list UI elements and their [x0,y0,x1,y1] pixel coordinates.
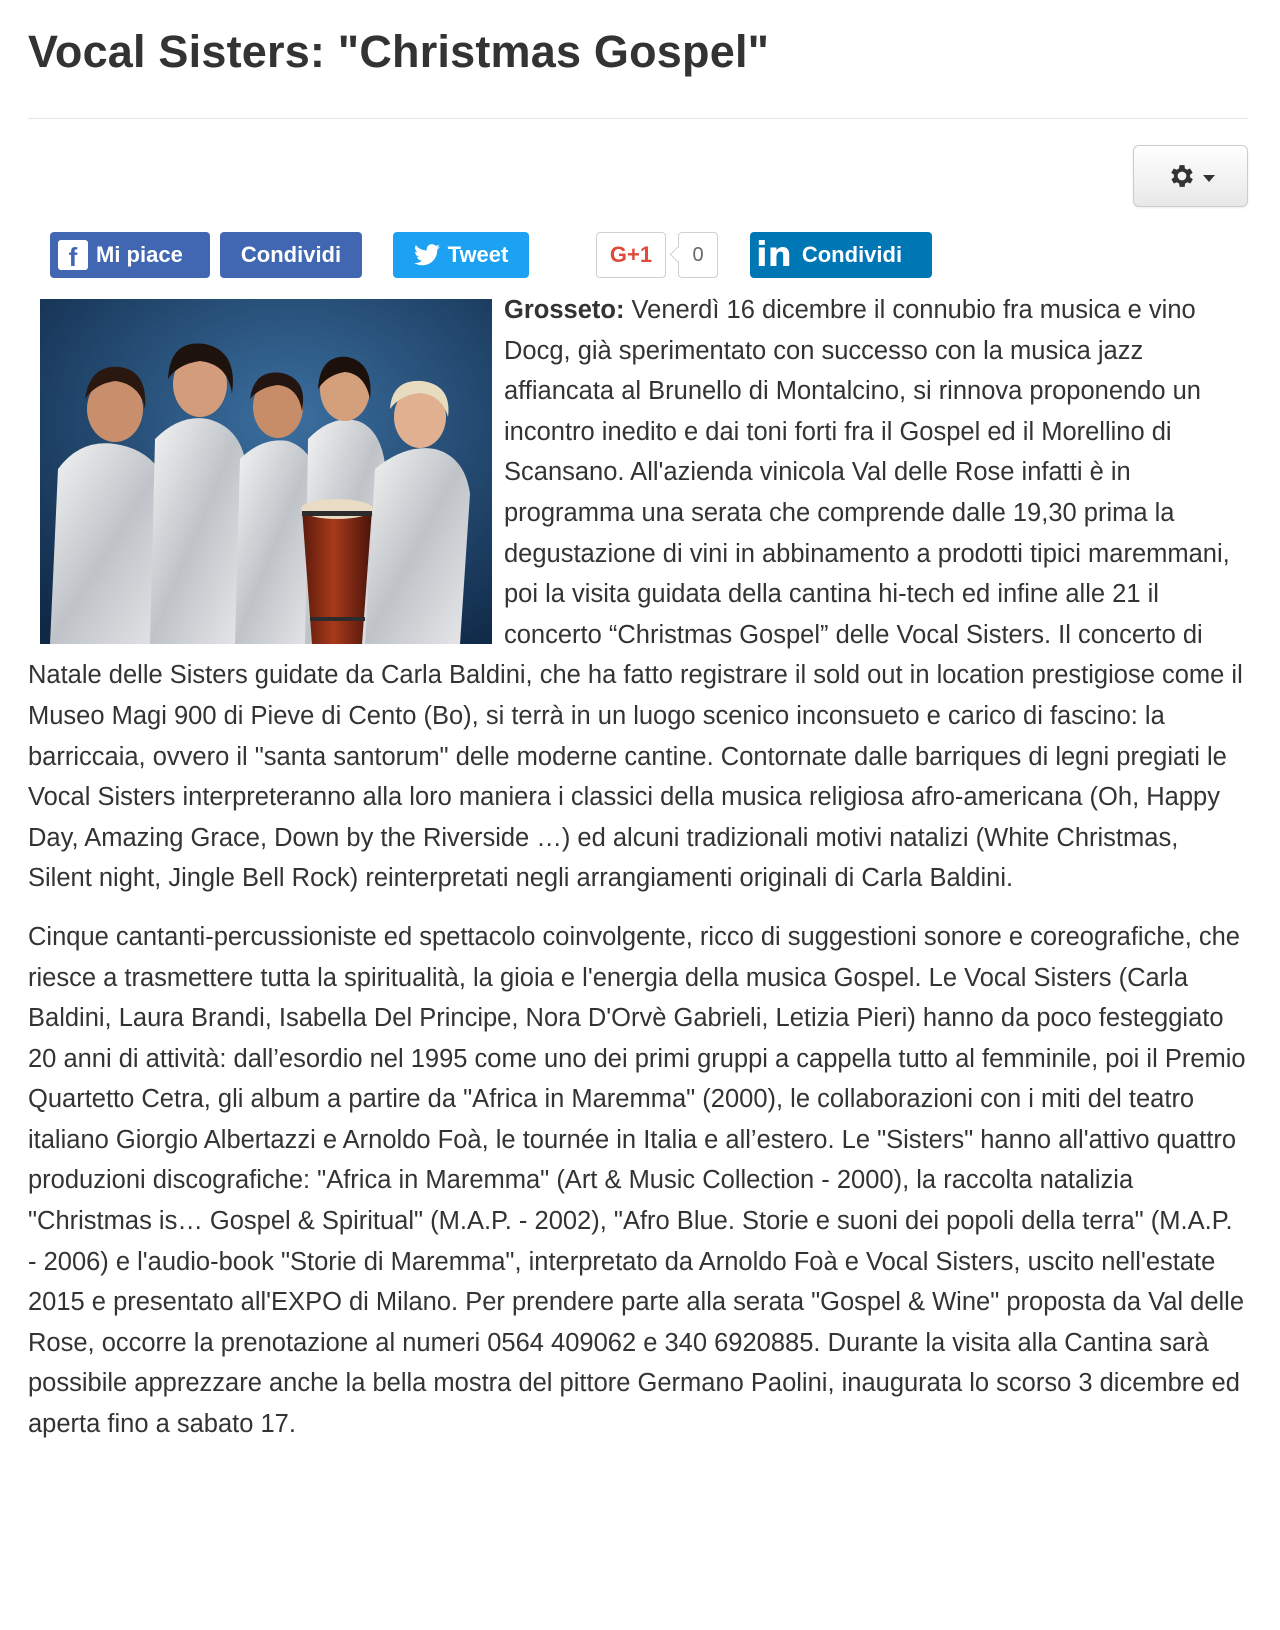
social-share-bar [50,232,950,278]
gear-icon [1167,161,1197,191]
article-tools-button[interactable] [1133,145,1248,207]
tweet-button[interactable] [393,232,529,278]
facebook-share-label: Condividi [240,242,342,267]
linkedin-share-button[interactable] [750,232,932,278]
article-body [28,290,1248,1463]
linkedin-icon: in [756,235,792,275]
vocal-sisters-group-photo [40,299,492,644]
article-photo [40,299,492,644]
facebook-share-button[interactable] [220,232,362,278]
tweet-label: Tweet [447,242,509,267]
page-title: Vocal Sisters: "Christmas Gospel" [28,26,770,77]
linkedin-share-label: Condividi [801,242,903,267]
chevron-down-icon [1203,175,1215,182]
google-plus-one-button[interactable] [596,232,666,278]
article-lead-location: Grosseto: [504,296,625,324]
title-divider [28,118,1248,119]
twitter-bird-icon [414,244,440,266]
article-paragraph-2: Cinque cantanti-percussioniste ed spettacolo coinvolgente, ricco di suggestioni sonore e coreografiche, che riesce a trasmettere tutta la spiritualità, la gioia e l'energia della musica Gospel. Le Vocal Sisters (Carla Baldini, Laura Brandi, Isabella Del Principe, Nora D'Orvè Gabrieli, Letizia Pieri) hanno da poco festeggiato 20 anni di attività: dall’esordio nel 1995 come uno dei primi gruppi a cappella tutto al femminile, poi il Premio Quartetto Cetra, gli album a partire da "Africa in Maremma" (2000), le collaborazioni con i miti del teatro italiano Giorgio Albertazzi e Arnoldo Foà, le tournée in Italia e all’estero. Le "Sisters" hanno all'attivo quattro produzioni discografiche: "Africa in Maremma" (Art & Music Collection - 2000), la raccolta natalizia "Christmas is… Gospel & Spiritual" (M.A.P. - 2002), "Afro Blue. Storie e suoni dei popoli della terra" (M.A.P. - 2006) e l'audio-book "Storie di Maremma", interpretato da Arnoldo Foà e Vocal Sisters, uscito nell'estate 2015 e presentato all'EXPO di Milano. Per prendere parte alla serata "Gospel & Wine" proposta da Val delle Rose, occorre la prenotazione al numeri 0564 409062 e 340 6920885. Durante la visita alla Cantina sarà possibile apprezzare anche la bella mostra del pittore Germano Paolini, inaugurata lo scorso 3 dicembre ed aperta fino a sabato 17. [28,922,1246,1439]
facebook-like-label: Mi piace [96,242,183,267]
google-plus-label: G+1 [609,242,653,267]
article-paragraph-1-text: Venerdì 16 dicembre il connubio fra musica e vino Docg, già sperimentato con successo con la musica jazz affiancata al Brunello di Montalcino, si rinnova proponendo un incontro inedito e dai toni forti fra il Gospel ed il Morellino di Scansano. All'azienda vinicola Val delle Rose infatti è in programma una serata che comprende dalle 19,30 prima la degustazione di vini in abbinamento a prodotti tipici maremmani, poi la visita guidata della cantina hi-tech ed infine alle 21 il concerto “Christmas Gospel” delle Vocal Sisters. Il concerto di Natale delle Sisters guidate da Carla Baldini, che ha fatto registrare il sold out in location prestigiose come il Museo Magi 900 di Pieve di Cento (Bo), si terrà in un luogo scenico inconsueto e carico di fascino: la barriccaia, ovvero il "santa santorum" delle moderne cantine. Contornate dalle barriques di legni pregiati le Vocal Sisters interpreteranno alla loro maniera i classici della musica religiosa afro-americana (Oh, Happy Day, Amazing Grace, Down by the Riverside …) ed alcuni tradizionali motivi natalizi (White Christmas, Silent night, Jingle Bell Rock) reinterpretati negli arrangiamenti originali di Carla Baldini. [28,296,1243,893]
google-plus-count-value: 0 [692,243,704,266]
facebook-like-button[interactable] [50,232,210,278]
facebook-icon: f [58,240,88,270]
google-plus-count [678,232,718,278]
